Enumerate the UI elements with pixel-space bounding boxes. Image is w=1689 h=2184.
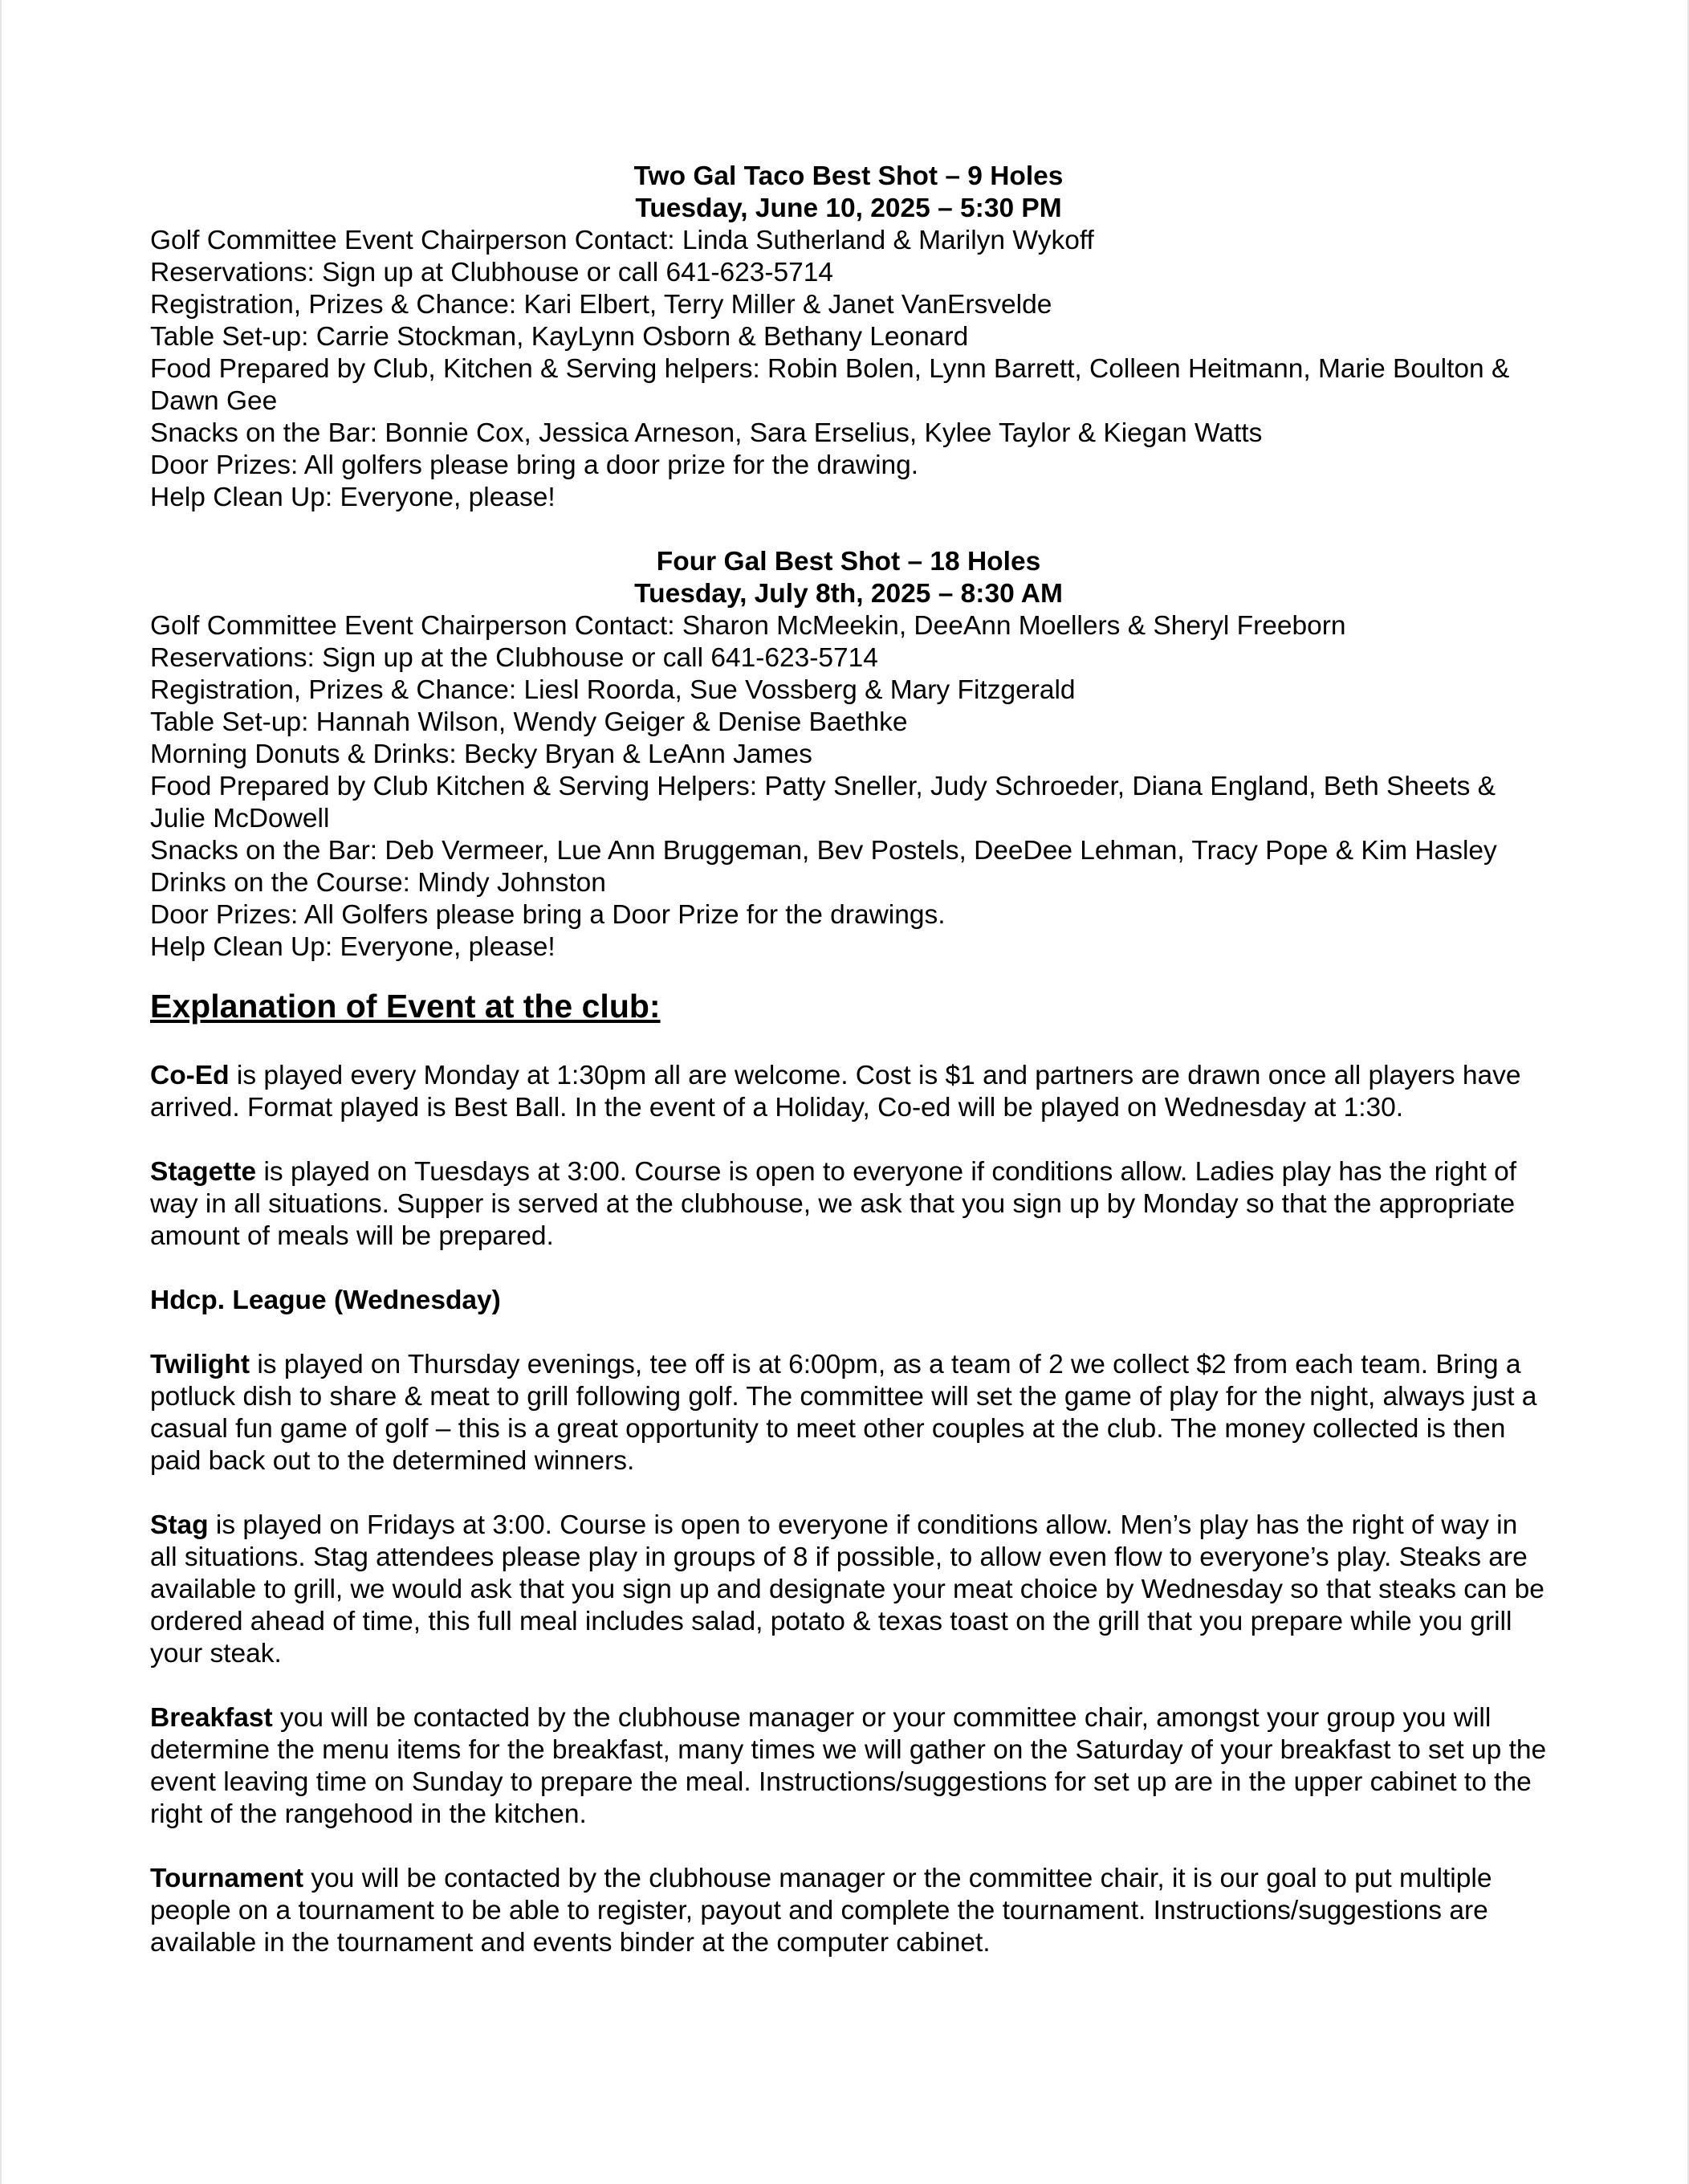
- paragraph-coed: [150, 1060, 1547, 1124]
- event-two-gal-taco: [150, 161, 1547, 514]
- event-date: Tuesday, June 10, 2025 – 5:30 PM: [635, 194, 1062, 223]
- event-line-chairperson: Golf Committee Event Chairperson Contact: Linda Sutherland & Marilyn Wykoff: [150, 226, 1094, 255]
- event-line-table-setup: Table Set-up: Hannah Wilson, Wendy Geiger & Denise Baethke: [150, 707, 908, 737]
- paragraph-breakfast: [150, 1702, 1547, 1831]
- term-coed: Co-Ed: [150, 1061, 230, 1090]
- event-line-food: Food Prepared by Club Kitchen & Serving Helpers: Patty Sneller, Judy Schroeder, Diana England, Beth Sheets & Julie McDowell: [150, 772, 1496, 833]
- event-title: Four Gal Best Shot – 18 Holes: [656, 547, 1041, 577]
- event-line-door-prizes: Door Prizes: All Golfers please bring a Door Prize for the drawings.: [150, 900, 946, 930]
- event-line-reservations: Reservations: Sign up at the Clubhouse or call 641-623-5714: [150, 643, 878, 673]
- text-twilight: is played on Thursday evenings, tee off is at 6:00pm, as a team of 2 we collect $2 from each team. Bring a potluck dish to share & meat to grill following golf. The committee will set the game of play for the night, always just a casual fun game of golf – this is a great opportunity to meet other couples at the club. The money collected is then paid back out to the determined winners.: [150, 1350, 1537, 1476]
- document-content: [150, 161, 1547, 1959]
- event-line-clean-up: Help Clean Up: Everyone, please!: [150, 483, 556, 512]
- event-line-table-setup: Table Set-up: Carrie Stockman, KayLynn Osborn & Bethany Leonard: [150, 322, 969, 352]
- event-line-donuts: Morning Donuts & Drinks: Becky Bryan & LeAnn James: [150, 740, 812, 769]
- event-four-gal-best-shot: [150, 546, 1547, 964]
- paragraph-twilight: [150, 1349, 1547, 1477]
- paragraph-stagette: [150, 1156, 1547, 1253]
- text-breakfast: you will be contacted by the clubhouse manager or your committee chair, amongst your group you will determine the menu items for the breakfast, many times we will gather on the Saturday of your breakfast to set up the event leaving time on Sunday to prepare the meal. Instructions/suggestions for set up are in the upper cabinet to the right of the rangehood in the kitchen.: [150, 1703, 1547, 1829]
- term-breakfast: Breakfast: [150, 1703, 273, 1733]
- event-line-registration: Registration, Prizes & Chance: Liesl Roorda, Sue Vossberg & Mary Fitzgerald: [150, 675, 1076, 705]
- event-line-snacks: Snacks on the Bar: Bonnie Cox, Jessica Arneson, Sara Erselius, Kylee Taylor & Kiegan Watts: [150, 418, 1263, 448]
- event-line-snacks: Snacks on the Bar: Deb Vermeer, Lue Ann Bruggeman, Bev Postels, DeeDee Lehman, Tracy Pope & Kim Hasley: [150, 836, 1497, 866]
- explanation-heading: Explanation of Event at the club:: [150, 988, 661, 1025]
- term-stagette: Stagette: [150, 1157, 257, 1187]
- event-title: Two Gal Taco Best Shot – 9 Holes: [633, 161, 1064, 191]
- event-line-chairperson: Golf Committee Event Chairperson Contact: Sharon McMeekin, DeeAnn Moellers & Sheryl Freeborn: [150, 611, 1346, 641]
- event-line-registration: Registration, Prizes & Chance: Kari Elbert, Terry Miller & Janet VanErsvelde: [150, 290, 1052, 320]
- term-hdcp-league: Hdcp. League (Wednesday): [150, 1286, 501, 1315]
- text-tournament: you will be contacted by the clubhouse manager or the committee chair, it is our goal to put multiple people on a tournament to be able to register, payout and complete the tournament. Instructions/suggestions are available in the tournament and events binder at the computer cabinet.: [150, 1864, 1492, 1958]
- term-twilight: Twilight: [150, 1350, 250, 1379]
- text-coed: is played every Monday at 1:30pm all are welcome. Cost is $1 and partners are drawn once all players have arrived. Format played is Best Ball. In the event of a Holiday, Co-ed will be played on Wednesday at 1:30.: [150, 1061, 1521, 1123]
- text-stag: is played on Fridays at 3:00. Course is open to everyone if conditions allow. Men’s play has the right of way in all situations. Stag attendees please play in groups of 8 if possible, to allow even flow to everyone’s play. Steaks are available to grill, we would ask that you sign up and designate your meat choice by Wednesday so that steaks can be ordered ahead of time, this full meal includes salad, potato & texas toast on the grill that you prepare while you grill your steak.: [150, 1510, 1545, 1669]
- paragraph-stag: [150, 1510, 1547, 1670]
- event-line-reservations: Reservations: Sign up at Clubhouse or call 641-623-5714: [150, 258, 834, 287]
- event-line-door-prizes: Door Prizes: All golfers please bring a door prize for the drawing.: [150, 450, 919, 480]
- spacer: [150, 514, 1547, 546]
- paragraph-hdcp-league: [150, 1285, 1547, 1317]
- term-tournament: Tournament: [150, 1864, 304, 1893]
- text-stagette: is played on Tuesdays at 3:00. Course is open to everyone if conditions allow. Ladies play has the right of way in all situations. Supper is served at the clubhouse, we ask that you sign up by Monday so that the appropriate amount of meals will be prepared.: [150, 1157, 1517, 1251]
- term-stag: Stag: [150, 1510, 209, 1540]
- event-line-food: Food Prepared by Club, Kitchen & Serving helpers: Robin Bolen, Lynn Barrett, Colleen Heitmann, Marie Boulton & Dawn Gee: [150, 354, 1510, 416]
- event-line-drinks: Drinks on the Course: Mindy Johnston: [150, 868, 606, 898]
- event-date: Tuesday, July 8th, 2025 – 8:30 AM: [634, 579, 1063, 609]
- paragraph-tournament: [150, 1863, 1547, 1959]
- event-line-clean-up: Help Clean Up: Everyone, please!: [150, 932, 556, 962]
